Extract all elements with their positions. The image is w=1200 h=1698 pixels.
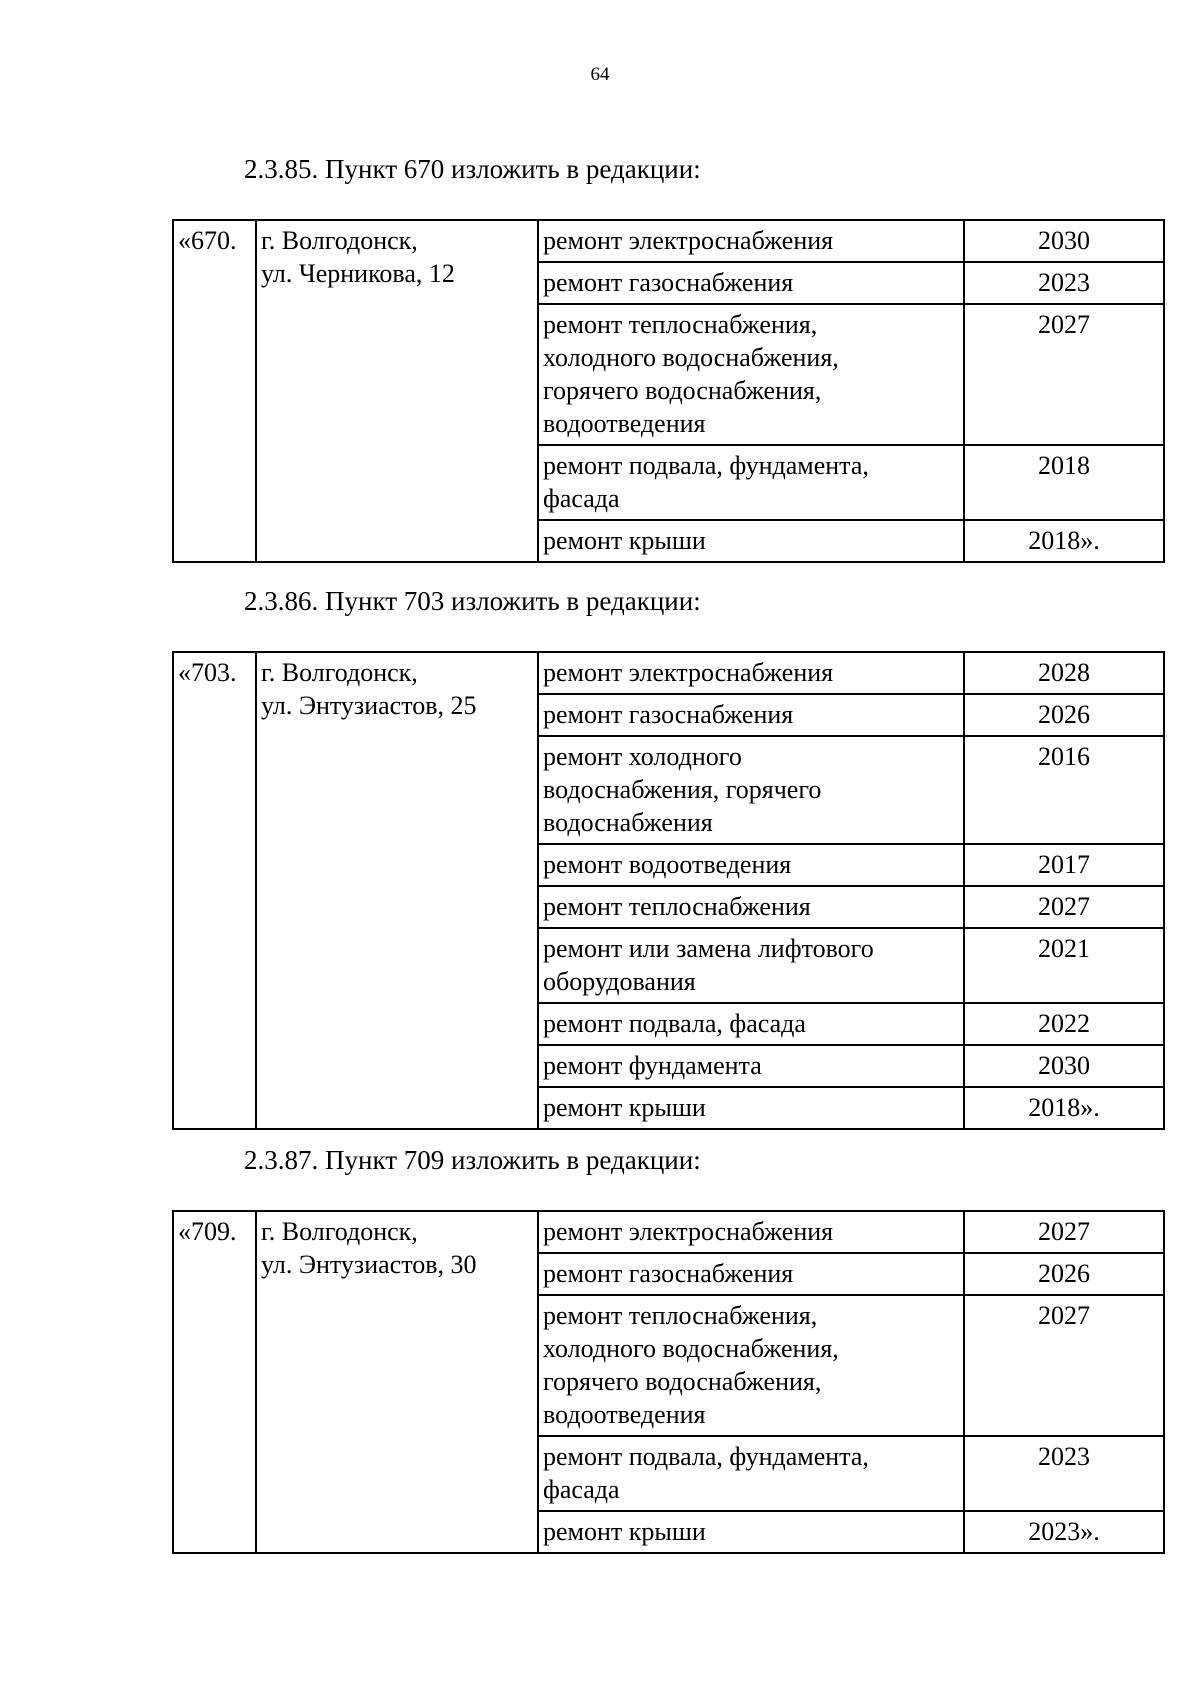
item-number: «670. bbox=[173, 220, 256, 562]
work-type: ремонт электроснабжения bbox=[538, 652, 964, 694]
table-row bbox=[173, 220, 1164, 262]
year: 2022 bbox=[964, 1003, 1164, 1045]
year: 2016 bbox=[964, 736, 1164, 844]
work-type: ремонт подвала, фундамента, фасада bbox=[538, 445, 964, 520]
item-number: «709. bbox=[173, 1211, 256, 1553]
address-street: ул. Энтузиастов, 30 bbox=[261, 1250, 477, 1279]
address-cell bbox=[256, 1211, 538, 1553]
work-type: ремонт водоотведения bbox=[538, 844, 964, 886]
address-street: ул. Энтузиастов, 25 bbox=[261, 691, 477, 720]
address-cell bbox=[256, 652, 538, 1129]
year: 2018». bbox=[964, 520, 1164, 562]
year: 2026 bbox=[964, 1253, 1164, 1295]
work-type: ремонт или замена лифтового оборудования bbox=[538, 928, 964, 1003]
work-type: ремонт электроснабжения bbox=[538, 220, 964, 262]
section-2-3-87 bbox=[172, 1143, 1158, 1554]
work-type: ремонт газоснабжения bbox=[538, 1253, 964, 1295]
section-2-3-86 bbox=[172, 584, 1158, 1130]
section-heading: 2.3.85. Пункт 670 изложить в редакции: bbox=[244, 154, 701, 184]
address-city: г. Волгодонск, bbox=[261, 658, 418, 687]
year: 2030 bbox=[964, 1045, 1164, 1087]
item-number: «703. bbox=[173, 652, 256, 1129]
work-type: ремонт газоснабжения bbox=[538, 694, 964, 736]
work-type: ремонт крыши bbox=[538, 1087, 964, 1129]
section-2-3-85 bbox=[172, 152, 1158, 563]
work-type: ремонт электроснабжения bbox=[538, 1211, 964, 1253]
year: 2018». bbox=[964, 1087, 1164, 1129]
work-type: ремонт теплоснабжения, холодного водоснабжения, горячего водоснабжения, водоотведения bbox=[538, 1295, 964, 1436]
year: 2023». bbox=[964, 1511, 1164, 1553]
table-row bbox=[173, 652, 1164, 694]
year: 2027 bbox=[964, 1295, 1164, 1436]
year: 2023 bbox=[964, 262, 1164, 304]
repair-schedule-table bbox=[172, 1210, 1165, 1554]
year: 2028 bbox=[964, 652, 1164, 694]
repair-schedule-table bbox=[172, 651, 1165, 1130]
address-city: г. Волгодонск, bbox=[261, 1217, 418, 1246]
work-type: ремонт газоснабжения bbox=[538, 262, 964, 304]
section-heading: 2.3.86. Пункт 703 изложить в редакции: bbox=[244, 586, 701, 616]
table-row bbox=[173, 1211, 1164, 1253]
work-type: ремонт подвала, фасада bbox=[538, 1003, 964, 1045]
year: 2017 bbox=[964, 844, 1164, 886]
work-type: ремонт теплоснабжения, холодного водоснабжения, горячего водоснабжения, водоотведения bbox=[538, 304, 964, 445]
address-street: ул. Черникова, 12 bbox=[261, 259, 455, 288]
year: 2021 bbox=[964, 928, 1164, 1003]
year: 2023 bbox=[964, 1436, 1164, 1511]
work-type: ремонт крыши bbox=[538, 520, 964, 562]
year: 2027 bbox=[964, 1211, 1164, 1253]
year: 2018 bbox=[964, 445, 1164, 520]
year: 2030 bbox=[964, 220, 1164, 262]
work-type: ремонт теплоснабжения bbox=[538, 886, 964, 928]
work-type: ремонт подвала, фундамента, фасада bbox=[538, 1436, 964, 1511]
year: 2027 bbox=[964, 304, 1164, 445]
year: 2027 bbox=[964, 886, 1164, 928]
page-number: 64 bbox=[590, 64, 610, 85]
work-type: ремонт крыши bbox=[538, 1511, 964, 1553]
address-cell bbox=[256, 220, 538, 562]
year: 2026 bbox=[964, 694, 1164, 736]
section-heading: 2.3.87. Пункт 709 изложить в редакции: bbox=[244, 1145, 701, 1175]
address-city: г. Волгодонск, bbox=[261, 226, 418, 255]
repair-schedule-table bbox=[172, 219, 1165, 563]
work-type: ремонт холодного водоснабжения, горячего водоснабжения bbox=[538, 736, 964, 844]
work-type: ремонт фундамента bbox=[538, 1045, 964, 1087]
